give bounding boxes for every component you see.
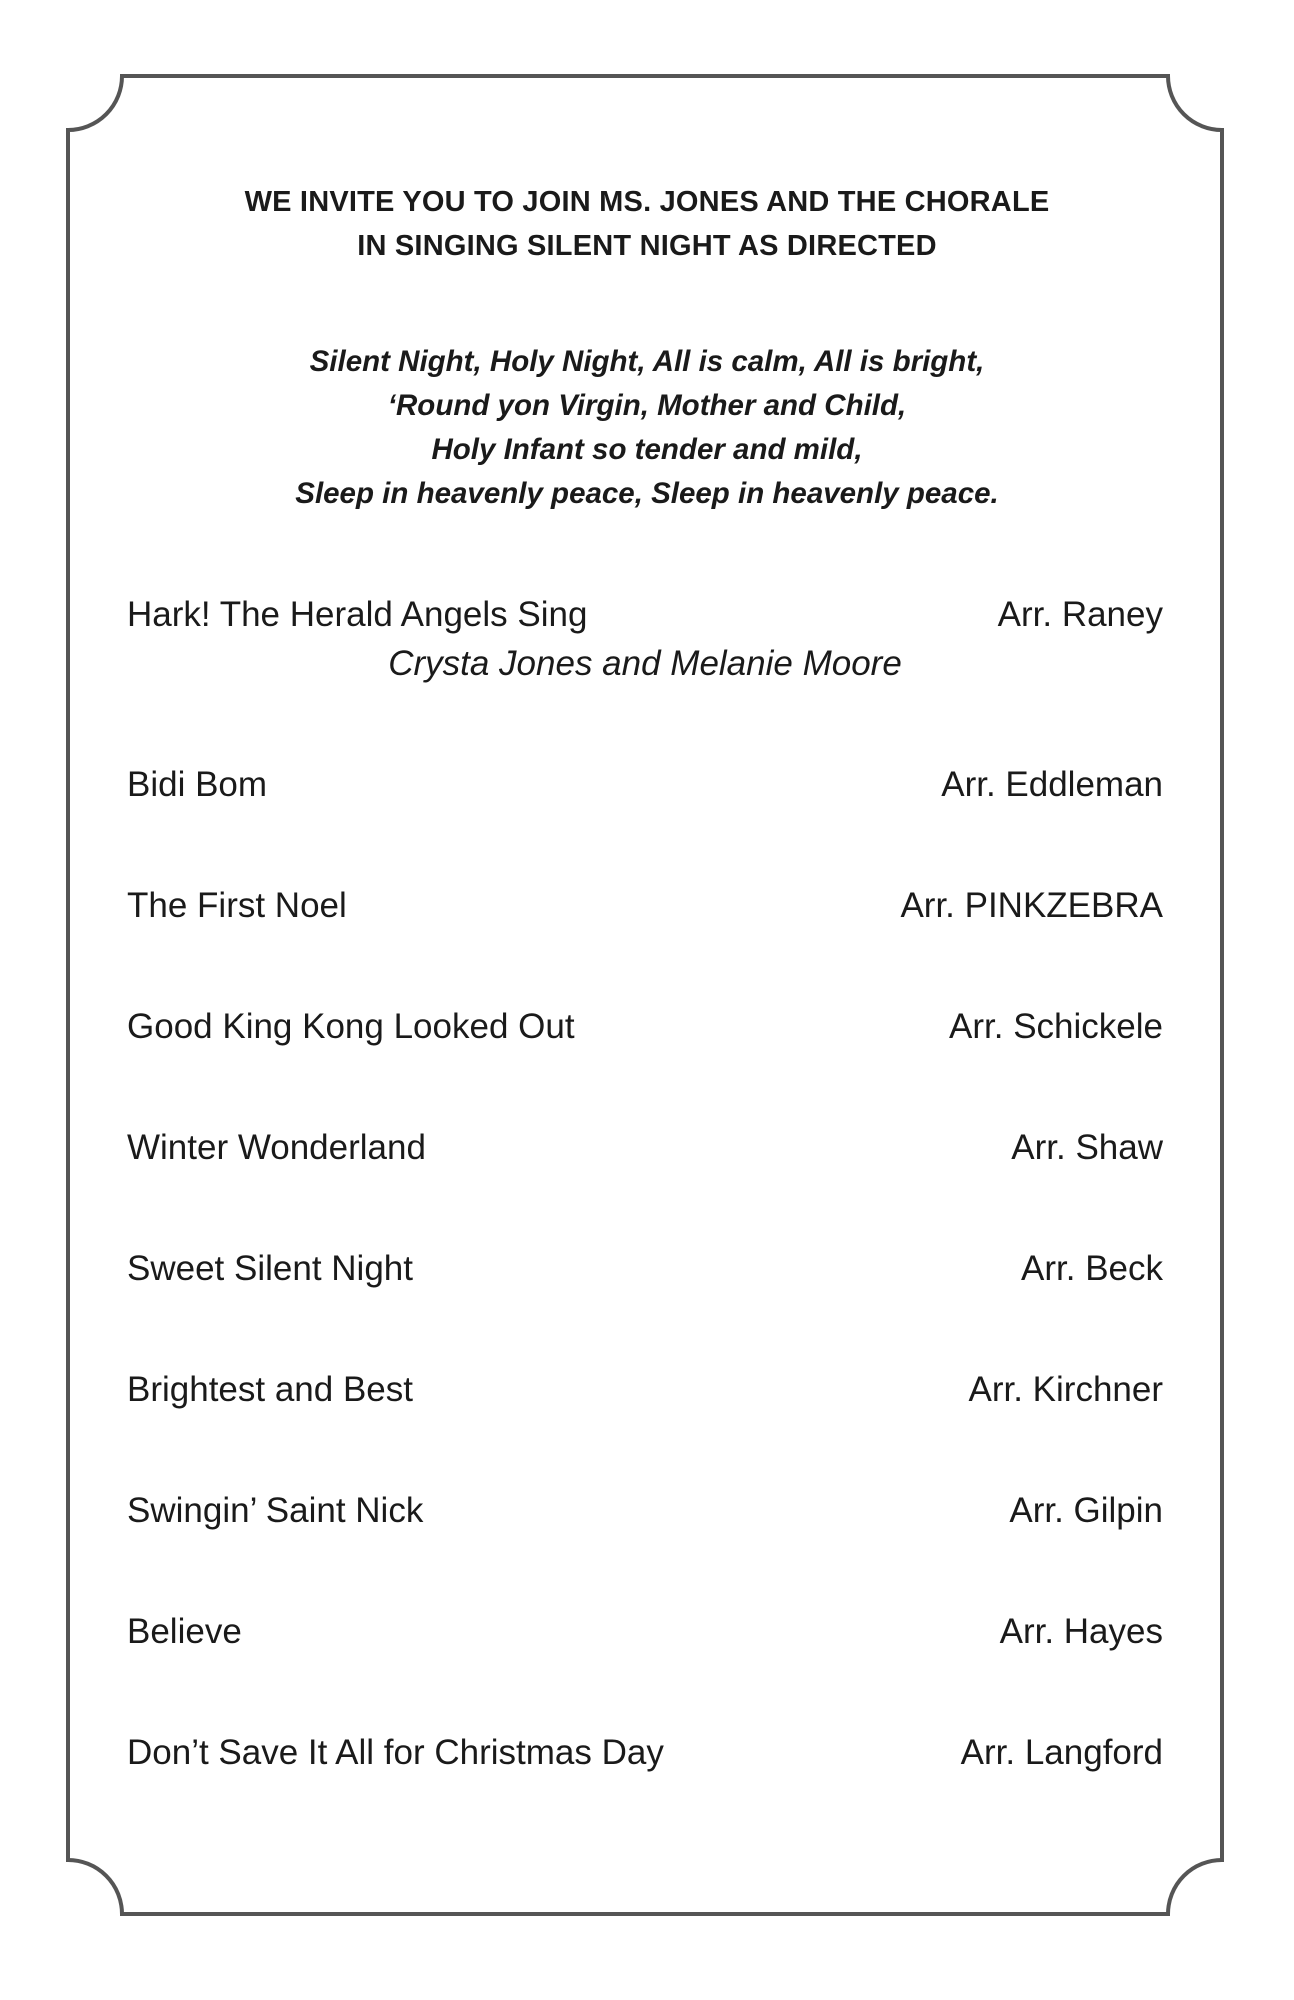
lyrics-line: Silent Night, Holy Night, All is calm, All is bright, [309, 345, 985, 378]
piece-title: Don’t Save It All for Christmas Day [127, 1733, 664, 1772]
piece-title: The First Noel [127, 886, 347, 925]
program-item [127, 1244, 1163, 1294]
piece-performers: Crysta Jones and Melanie Moore [388, 644, 902, 683]
program-item [127, 881, 1163, 931]
piece-title: Winter Wonderland [127, 1128, 426, 1167]
program-item [127, 590, 1163, 640]
program-item [127, 1365, 1163, 1415]
piece-arranger: Arr. Langford [960, 1733, 1163, 1772]
piece-title: Brightest and Best [127, 1370, 413, 1409]
piece-arranger: Arr. Beck [1021, 1249, 1163, 1288]
piece-arranger: Arr. PINKZEBRA [900, 886, 1163, 925]
piece-arranger: Arr. Gilpin [1009, 1491, 1163, 1530]
piece-title: Believe [127, 1612, 242, 1651]
lyrics-line: Sleep in heavenly peace, Sleep in heavenly peace. [295, 477, 999, 510]
piece-title: Hark! The Herald Angels Sing [127, 595, 588, 634]
invitation-heading [140, 180, 1154, 268]
piece-arranger: Arr. Schickele [949, 1007, 1163, 1046]
piece-title: Swingin’ Saint Nick [127, 1491, 424, 1530]
program-item [127, 1123, 1163, 1173]
lyrics-line: ‘Round yon Virgin, Mother and Child, [387, 389, 907, 422]
piece-arranger: Arr. Eddleman [941, 765, 1163, 804]
program-item [127, 1002, 1163, 1052]
piece-title: Good King Kong Looked Out [127, 1007, 575, 1046]
invitation-line-1: WE INVITE YOU TO JOIN MS. JONES AND THE CHORALE [244, 186, 1050, 218]
program-item [127, 1486, 1163, 1536]
lyrics-line: Holy Infant so tender and mild, [431, 433, 863, 466]
program-item [127, 1728, 1163, 1778]
piece-title: Sweet Silent Night [127, 1249, 413, 1288]
program-item [127, 1607, 1163, 1657]
piece-arranger: Arr. Shaw [1011, 1128, 1163, 1167]
invitation-line-2: IN SINGING SILENT NIGHT AS DIRECTED [357, 230, 937, 262]
piece-title: Bidi Bom [127, 765, 268, 804]
silent-night-lyrics [140, 340, 1154, 516]
piece-arranger: Arr. Kirchner [968, 1370, 1163, 1409]
piece-arranger: Arr. Hayes [999, 1612, 1163, 1651]
program-item [127, 760, 1163, 810]
piece-arranger: Arr. Raney [997, 595, 1163, 634]
